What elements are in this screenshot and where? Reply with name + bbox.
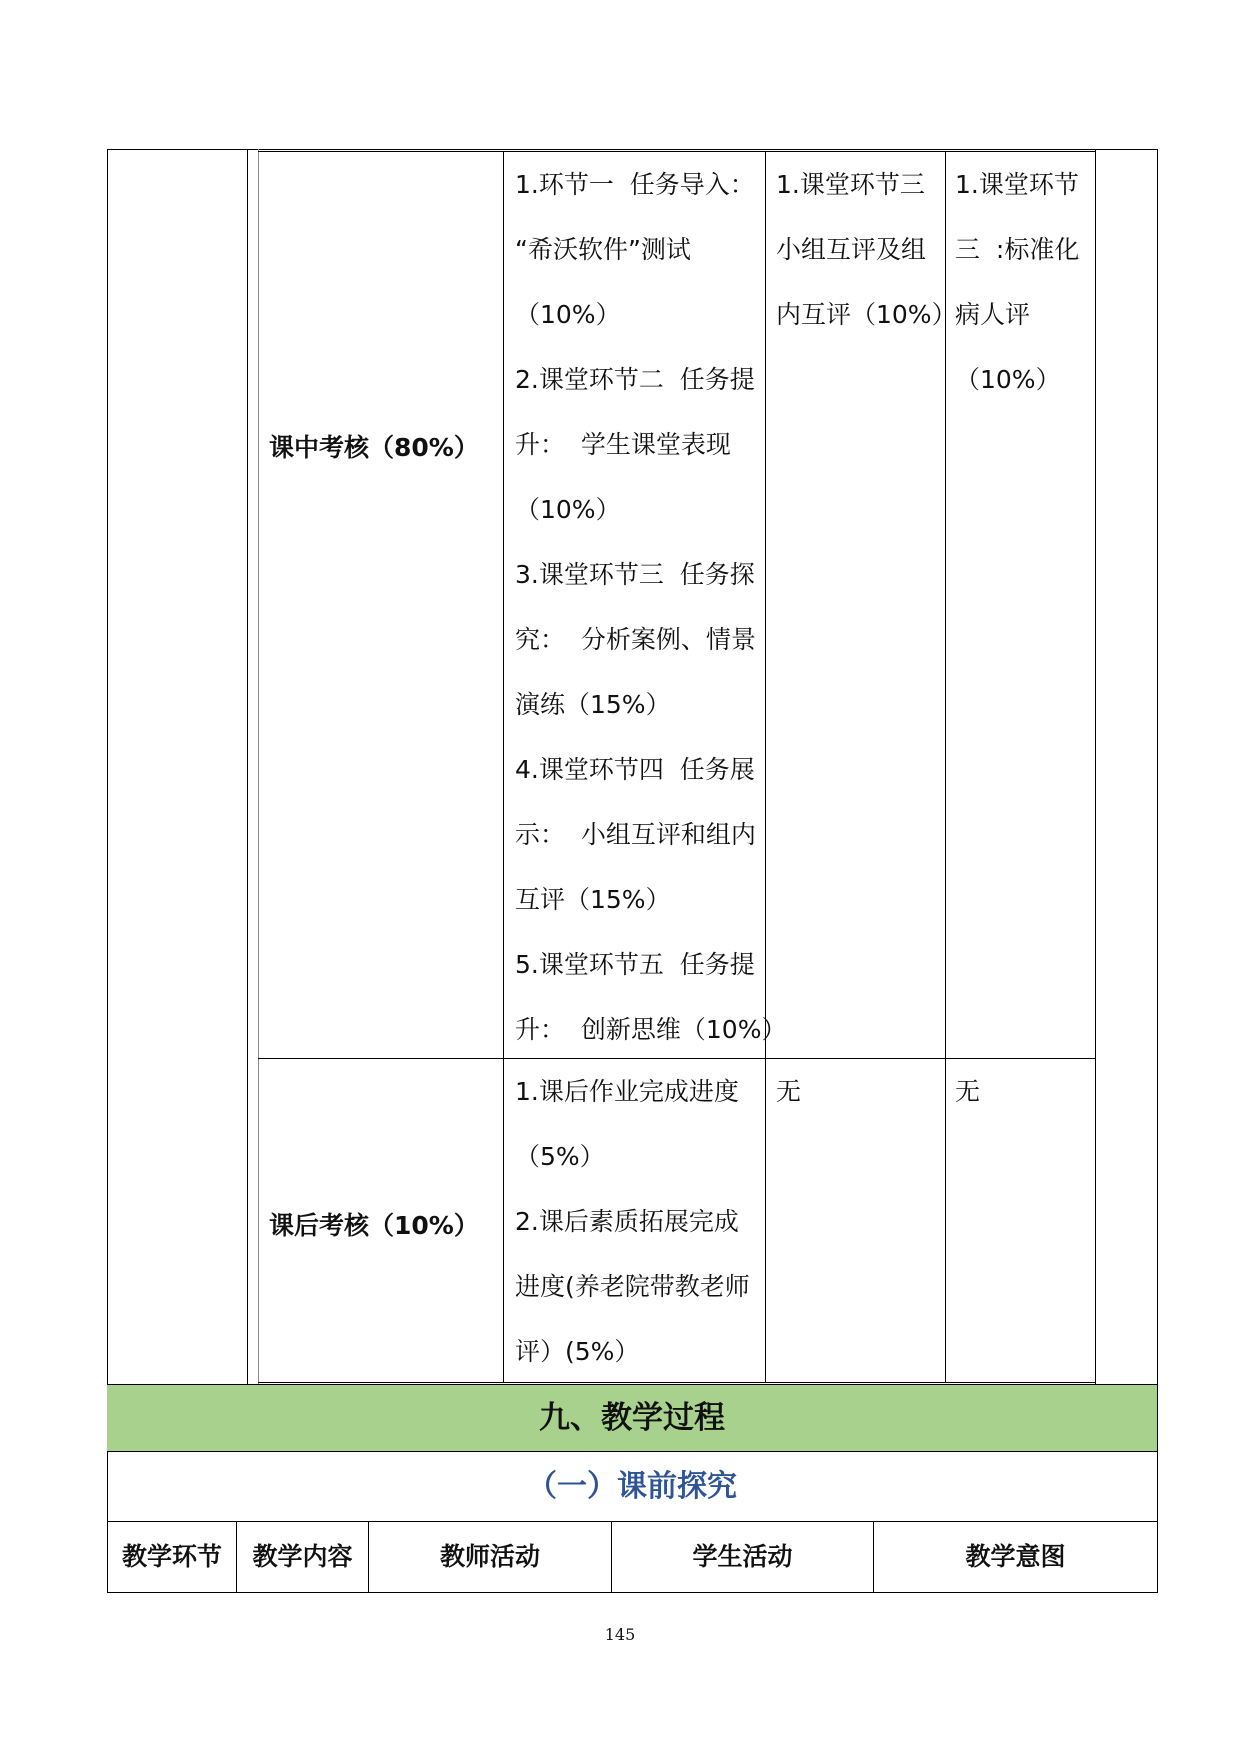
col-divider-2 [765,151,766,1383]
outer-border-right [1157,149,1158,1593]
after-class-assessment-label: 课后考核（10%） [269,1211,479,1240]
in-class-item-line: 示： 小组互评和组内 [515,820,756,849]
nested-table-right-edge [1095,149,1096,1385]
in-class-item-line: 4.课堂环节四 任务展 [515,755,755,784]
in-class-item-line: 3.课堂环节三 任务探 [515,560,755,589]
after-class-item-line: 进度(养老院带教老师 [515,1272,750,1301]
in-class-item-line: 演练（15%） [515,690,671,719]
after-class-item-line: 评）(5%） [515,1337,640,1366]
in-class-patient-eval-line: 病人评 [955,300,1031,329]
in-class-assessment-label: 课中考核（80%） [269,433,479,462]
in-class-item-line: 2.课堂环节二 任务提 [515,365,755,394]
col-divider-1 [503,151,504,1383]
page-number: 145 [604,1625,636,1644]
in-class-peer-eval-line: 1.课堂环节三 [776,170,925,199]
nested-table-left-edge [247,149,248,1385]
in-class-patient-eval-line: 1.课堂环节 [955,170,1079,199]
subsection-title: （一）课前探究 [527,1469,737,1504]
section-title: 九、教学过程 [539,1400,725,1436]
after-class-item-line: （5%） [515,1142,605,1171]
outer-border-left [107,149,108,1593]
outer-border-top [107,149,1158,150]
in-class-item-line: 1.环节一 任务导入： [515,170,755,199]
nested-table-bottom-edge [258,1382,1096,1383]
in-class-peer-eval-line: 内互评（10%） [776,300,957,329]
header-cell-teaching-intent: 教学意图 [965,1542,1066,1571]
in-class-patient-eval-line: 三 :标准化 [955,235,1080,264]
header-cell-teaching-content: 教学内容 [252,1542,353,1571]
after-class-item-line: 1.课后作业完成进度 [515,1077,739,1106]
in-class-peer-eval-line: 小组互评及组 [776,235,927,264]
header-cell-student-activity: 学生活动 [692,1542,793,1571]
in-class-item-line: 升： 创新思维（10%） [515,1015,787,1044]
in-class-item-line: “希沃软件”测试 [515,235,691,264]
in-class-item-line: 5.课堂环节五 任务提 [515,950,755,979]
header-cell-teaching-stage: 教学环节 [121,1542,222,1571]
in-class-patient-eval-line: （10%） [955,365,1061,394]
after-class-peer-eval: 无 [776,1077,802,1106]
header-cell-teacher-activity: 教师活动 [439,1542,540,1571]
outer-border-bottom [107,1592,1158,1593]
in-class-item-line: 升： 学生课堂表现 [515,430,731,459]
in-class-item-line: 互评（15%） [515,885,671,914]
in-class-item-line: 究： 分析案例、情景 [515,625,756,654]
in-class-item-line: （10%） [515,495,621,524]
after-class-patient-eval: 无 [955,1077,981,1106]
after-class-item-line: 2.课后素质拓展完成 [515,1207,739,1236]
in-class-item-line: （10%） [515,300,621,329]
nested-table-left-edge-inner [258,149,259,1385]
